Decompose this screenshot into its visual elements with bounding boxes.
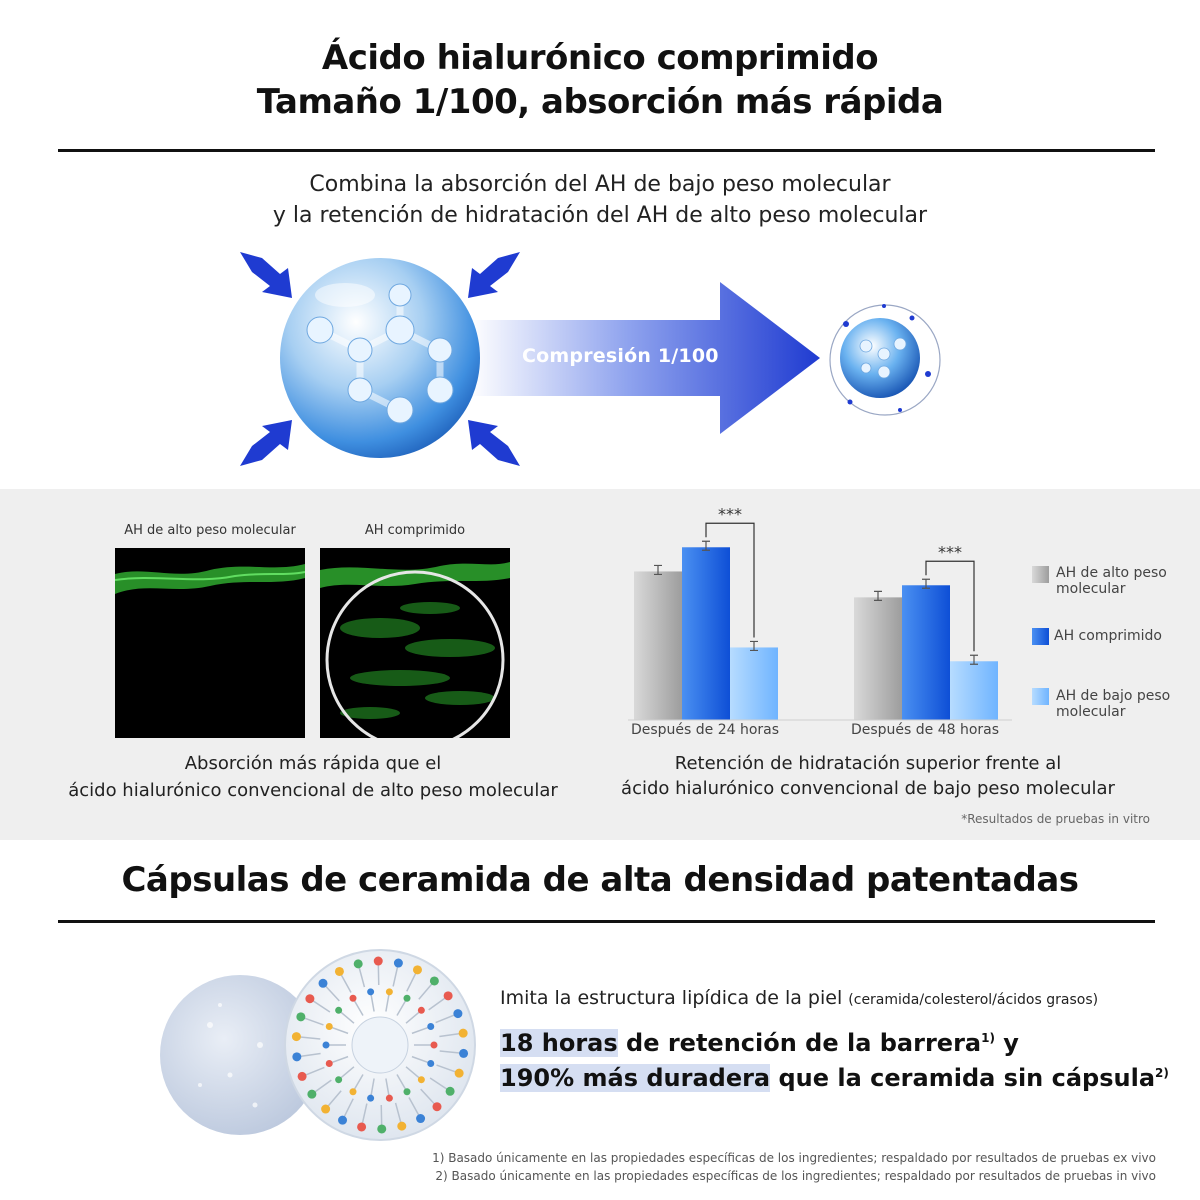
micrograph-compressed — [320, 548, 510, 738]
lipid-head — [335, 967, 344, 976]
intro-line1: Combina la absorción del AH de bajo peso molecular — [309, 172, 891, 197]
intro-line2: y la retención de hidratación del AH de alto peso molecular — [272, 203, 928, 228]
lipid-head — [326, 1060, 333, 1067]
lipid-head — [386, 1095, 393, 1102]
lipid-head — [418, 1007, 425, 1014]
lipid-head — [321, 1105, 330, 1114]
ceramide-lead-main: Imita la estructura lipídica de la piel — [500, 987, 843, 1009]
lipid-head — [459, 1049, 468, 1058]
lipid-head — [296, 1012, 305, 1021]
lipid-head — [413, 965, 422, 974]
lipid-head — [338, 1116, 347, 1125]
lipid-head — [335, 1007, 342, 1014]
in-vitro-note: *Resultados de pruebas in vitro — [961, 812, 1150, 826]
bar-low-48h — [950, 661, 998, 720]
micrograph-label-high: AH de alto peso molecular — [124, 523, 296, 538]
lipid-head — [354, 959, 363, 968]
lipid-head — [404, 1088, 411, 1095]
lipid-head — [377, 1124, 386, 1133]
category-label-48h: Después de 48 horas — [850, 722, 1000, 738]
bar-low-24h — [730, 647, 778, 720]
lipid-head — [397, 1122, 406, 1131]
lipid-head — [367, 988, 374, 995]
lipid-head — [455, 1069, 464, 1078]
lipid-head — [292, 1032, 301, 1041]
ceramide-lead-paren: (ceramida/colesterol/ácidos grasos) — [848, 992, 1099, 1008]
lipid-head — [404, 995, 411, 1002]
lipid-head — [323, 1042, 330, 1049]
title-divider — [58, 149, 1155, 152]
legend-label-high: AH de alto peso molecular — [1056, 565, 1167, 597]
micrograph-label-compressed: AH comprimido — [364, 523, 466, 538]
bar-high-48h — [854, 597, 902, 720]
lipid-head — [446, 1087, 455, 1096]
lipid-head — [427, 1023, 434, 1030]
lipid-head — [305, 994, 314, 1003]
lipid-head — [319, 979, 328, 988]
hydration-chart — [620, 500, 1020, 745]
large-molecule-sphere — [280, 258, 480, 458]
micrograph-caption-line1: Absorción más rápida que el — [184, 753, 442, 774]
lipid-head — [416, 1114, 425, 1123]
bar-compressed-48h — [902, 585, 950, 720]
ceramide-divider — [58, 920, 1155, 923]
lipid-head — [357, 1122, 366, 1131]
page-title-line1: Ácido hialurónico comprimido — [321, 38, 879, 78]
chart-caption-line2: ácido hialurónico convencional de bajo peso molecular — [621, 778, 1115, 799]
legend-swatch-compressed — [1032, 628, 1049, 645]
lipid-head — [374, 957, 383, 966]
compressed-molecule-sphere — [830, 304, 940, 415]
ceramide-claim2: 190% más duradera que la ceramida sin cápsula$^{2)}$ — [500, 1064, 1169, 1092]
lipid-head — [444, 991, 453, 1000]
category-label-24h: Después de 24 horas — [630, 722, 780, 738]
footnote-2: 2) Basado únicamente en las propiedades específicas de los ingredientes; respaldado por resultados de pruebas in vivo — [435, 1169, 1156, 1183]
lipid-head — [350, 1088, 357, 1095]
significance-label: *** — [938, 542, 962, 562]
lipid-head — [431, 1042, 438, 1049]
lipid-head — [298, 1072, 307, 1081]
ceramide-lead — [500, 987, 1098, 1009]
lipid-head — [326, 1023, 333, 1030]
page-title-line2: Tamaño 1/100, absorción más rápida — [256, 82, 944, 122]
lipid-head — [430, 976, 439, 985]
compression-label: Compresión 1/100 — [522, 345, 719, 367]
significance-label: *** — [718, 504, 742, 524]
chart-caption-line1: Retención de hidratación superior frente al — [674, 753, 1062, 774]
legend-swatch-high — [1032, 566, 1049, 583]
lipid-head — [292, 1052, 301, 1061]
micrograph-caption-line2: ácido hialurónico convencional de alto peso molecular — [68, 780, 558, 801]
lipid-head — [386, 988, 393, 995]
lipid-head — [394, 959, 403, 968]
claim1-highlight: 18 horas — [500, 1029, 618, 1057]
claim2-highlight: 190% más duradera — [500, 1064, 771, 1092]
ceramide-claim1: 18 horas de retención de la barrera$^{1)}$ y — [500, 1029, 1019, 1057]
capsule-sphere — [285, 950, 475, 1140]
lipid-head — [307, 1090, 316, 1099]
lipid-head — [432, 1102, 441, 1111]
legend-swatch-low — [1032, 688, 1049, 705]
bar-high-24h — [634, 571, 682, 720]
micrograph-high-molecular — [115, 548, 305, 738]
lipid-head — [350, 995, 357, 1002]
bar-compressed-24h — [682, 547, 730, 720]
legend-label-low: AH de bajo peso molecular — [1056, 688, 1171, 720]
legend-label-compressed: AH comprimido — [1054, 628, 1162, 644]
lipid-head — [459, 1029, 468, 1038]
lipid-head — [367, 1095, 374, 1102]
lipid-head — [427, 1060, 434, 1067]
lipid-head — [418, 1076, 425, 1083]
ceramide-title: Cápsulas de ceramida de alta densidad patentadas — [121, 860, 1079, 900]
ceramide-capsule-illustration — [160, 935, 490, 1155]
lipid-head — [335, 1076, 342, 1083]
lipid-head — [453, 1009, 462, 1018]
footnote-1: 1) Basado únicamente en las propiedades específicas de los ingredientes; respaldado por resultados de pruebas ex vivo — [432, 1151, 1156, 1165]
